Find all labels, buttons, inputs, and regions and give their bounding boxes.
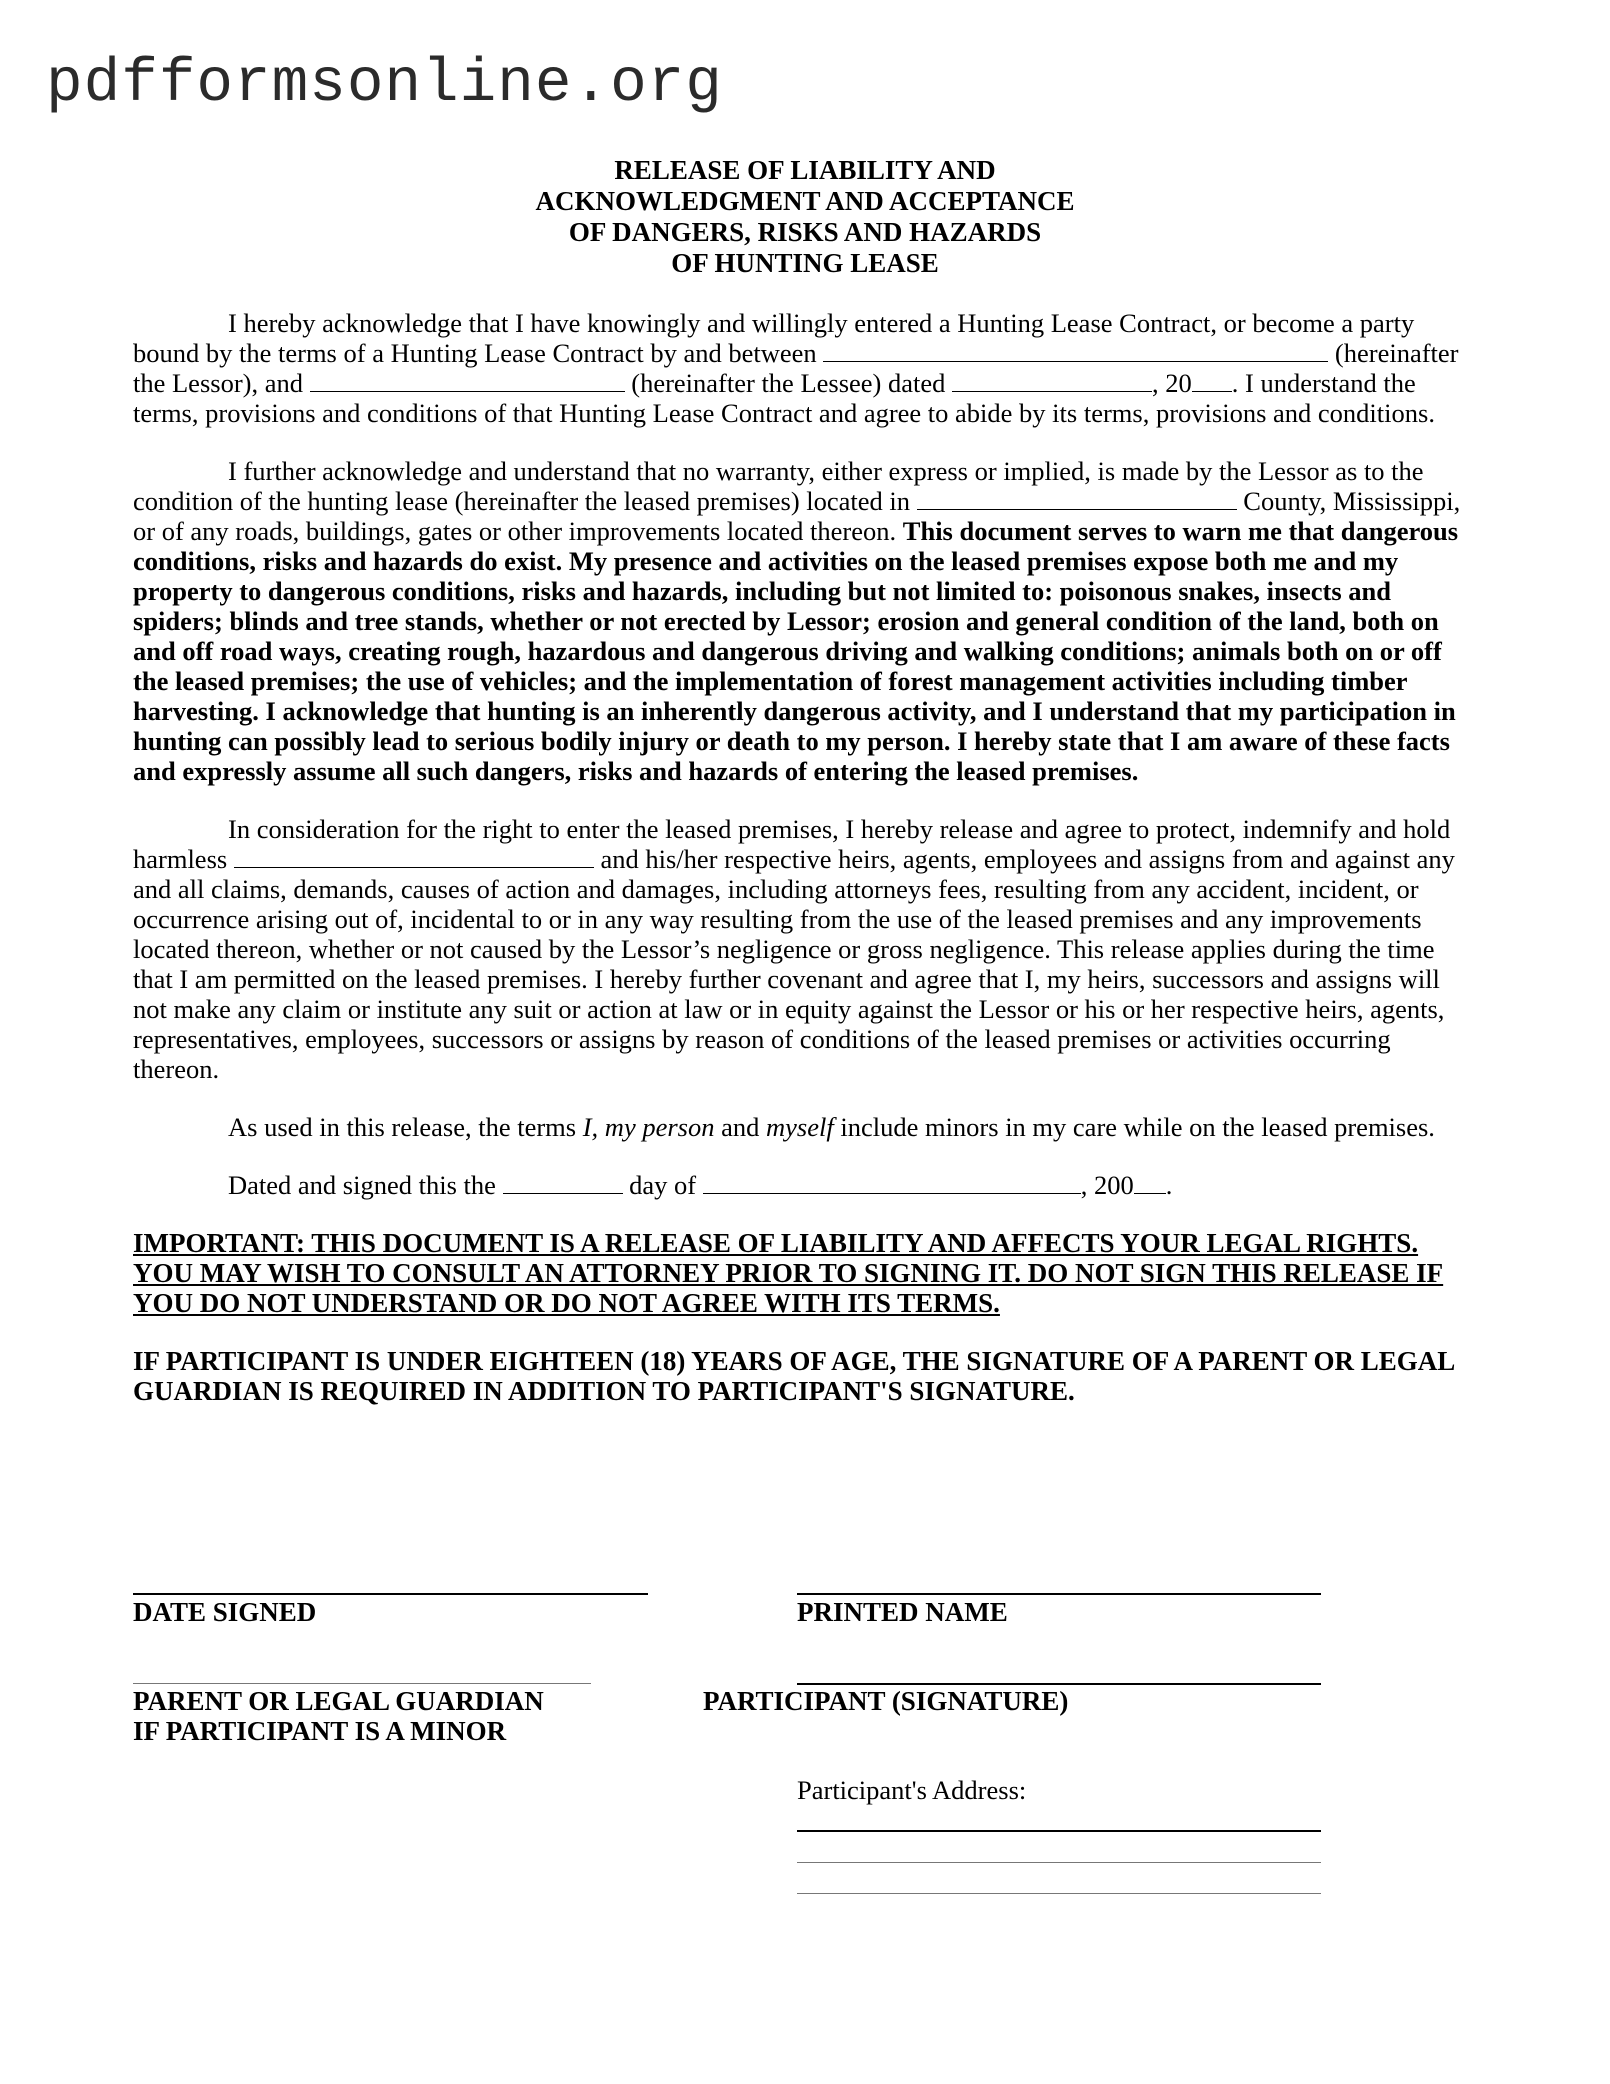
text: , 200 xyxy=(1080,1170,1134,1200)
county-blank[interactable] xyxy=(917,487,1237,510)
important-notice: IMPORTANT: THIS DOCUMENT IS A RELEASE OF LIABILITY AND AFFECTS YOUR LEGAL RIGHTS. YOU MAY WISH TO CONSULT AN ATTORNEY PRIOR TO SIGNING IT. DO NOT SIGN THIS RELEASE IF YOU DO NOT UNDERSTAND OR DO NOT AGREE WITH ITS TERMS. xyxy=(133,1228,1444,1318)
lessor-blank[interactable] xyxy=(823,339,1328,362)
date-signed-label: DATE SIGNED xyxy=(133,1597,317,1627)
paragraph-release xyxy=(133,814,1473,1084)
text: , 20 xyxy=(1152,368,1192,398)
italic-term: myself xyxy=(766,1112,834,1142)
month-blank[interactable] xyxy=(703,1171,1081,1194)
minor-signature-notice: IF PARTICIPANT IS UNDER EIGHTEEN (18) YEARS OF AGE, THE SIGNATURE OF A PARENT OR LEGAL GUARDIAN IS REQUIRED IN ADDITION TO PARTICIPANT'S SIGNATURE. xyxy=(133,1346,1454,1406)
title-line: RELEASE OF LIABILITY AND xyxy=(614,155,996,185)
text: In consideration for the right to enter the leased premises, I hereby release and agree to protect, indemnify and hold harmless xyxy=(133,814,1451,874)
paragraph-terms xyxy=(133,1112,1473,1142)
date-signed-line[interactable] xyxy=(133,1593,648,1595)
printed-name-label: PRINTED NAME xyxy=(797,1597,1008,1627)
text: Dated and signed this the xyxy=(228,1170,503,1200)
italic-term: I, my person xyxy=(582,1112,715,1142)
site-watermark: pdfformsonline.org xyxy=(46,50,723,119)
released-party-blank[interactable] xyxy=(234,845,594,868)
participant-address-label: Participant's Address: xyxy=(797,1775,1027,1805)
text: I further acknowledge and understand that no warranty, either express or implied, is made by the Lessor as to the condition of the hunting lease (hereinafter the leased premises) located in xyxy=(133,456,1424,516)
text: include minors in my care while on the leased premises. xyxy=(833,1112,1435,1142)
contract-year-blank[interactable] xyxy=(1192,369,1232,392)
lessee-blank[interactable] xyxy=(310,369,625,392)
guardian-label: PARENT OR LEGAL GUARDIAN xyxy=(133,1686,544,1716)
address-line-1[interactable] xyxy=(797,1830,1321,1832)
address-line-3[interactable] xyxy=(797,1893,1321,1894)
text: day of xyxy=(622,1170,703,1200)
paragraph-warning xyxy=(133,456,1473,786)
participant-signature-line[interactable] xyxy=(797,1683,1321,1685)
year-blank[interactable] xyxy=(1134,1171,1166,1194)
contract-date-blank[interactable] xyxy=(952,369,1152,392)
document-body xyxy=(133,308,1473,1433)
text: and his/her respective heirs, agents, employees and assigns from and against any and all claims, demands, causes of action and damages, including attorneys fees, resulting from any accident, incident, or occurrence arising out of, incidental to or in any way resulting from the use of the leased premises and any improvements located thereon, whether or not caused by the Lessor’s negligence or gross negligence. This release applies during the time that I am permitted on the leased premises. I hereby further covenant and agree that I, my heirs, successors and assigns will not make any claim or institute any suit or action at law or in equity against the Lessor or his or her respective heirs, agents, representatives, employees, successors or assigns by reason of conditions of the leased premises or activities occurring thereon. xyxy=(133,844,1455,1084)
paragraph-dated xyxy=(133,1170,1473,1200)
title-line: OF HUNTING LEASE xyxy=(671,248,939,278)
text: and xyxy=(714,1112,766,1142)
guardian-label-minor: IF PARTICIPANT IS A MINOR xyxy=(133,1716,507,1746)
text: I hereby acknowledge that I have knowingly and willingly entered a Hunting Lease Contract, or become a party bound by the terms of a Hunting Lease Contract by and between xyxy=(133,308,1415,368)
address-line-2[interactable] xyxy=(797,1862,1321,1863)
guardian-signature-line[interactable] xyxy=(133,1683,591,1684)
paragraph-acknowledgment xyxy=(133,308,1473,428)
participant-signature-label: PARTICIPANT (SIGNATURE) xyxy=(703,1686,1069,1716)
printed-name-line[interactable] xyxy=(797,1593,1321,1595)
title-line: OF DANGERS, RISKS AND HAZARDS xyxy=(568,217,1042,247)
text: (hereinafter the Lessee) dated xyxy=(624,368,953,398)
text: As used in this release, the terms xyxy=(228,1112,583,1142)
text: County, Mississippi, or of any roads, buildings, gates or other improvements located thereon. xyxy=(133,486,1461,546)
title-line: ACKNOWLEDGMENT AND ACCEPTANCE xyxy=(535,186,1075,216)
day-blank[interactable] xyxy=(503,1171,623,1194)
document-title xyxy=(0,155,1610,279)
text: (hereinafter the Lessor), and xyxy=(133,338,1459,398)
text: . I understand the terms, provisions and conditions of that Hunting Lease Contract and agree to abide by its terms, provisions and conditions. xyxy=(133,368,1435,428)
text: . xyxy=(1165,1170,1173,1200)
bold-warning-text: This document serves to warn me that dangerous conditions, risks and hazards do exist. My presence and activities on the leased premises expose both me and my property to dangerous conditions, risks and hazards, including but not limited to: poisonous snakes, insects and spiders; blinds and tree stands, whether or not erected by Lessor; erosion and general condition of the land, both on and off road ways, creating rough, hazardous and dangerous driving and walking conditions; animals both on or off the leased premises; the use of vehicles; and the implementation of forest management activities including timber harvesting. I acknowledge that hunting is an inherently dangerous activity, and I understand that my participation in hunting can possibly lead to serious bodily injury or death to my person. I hereby state that I am aware of these facts and expressly assume all such dangers, risks and hazards of entering the leased premises. xyxy=(133,516,1459,786)
